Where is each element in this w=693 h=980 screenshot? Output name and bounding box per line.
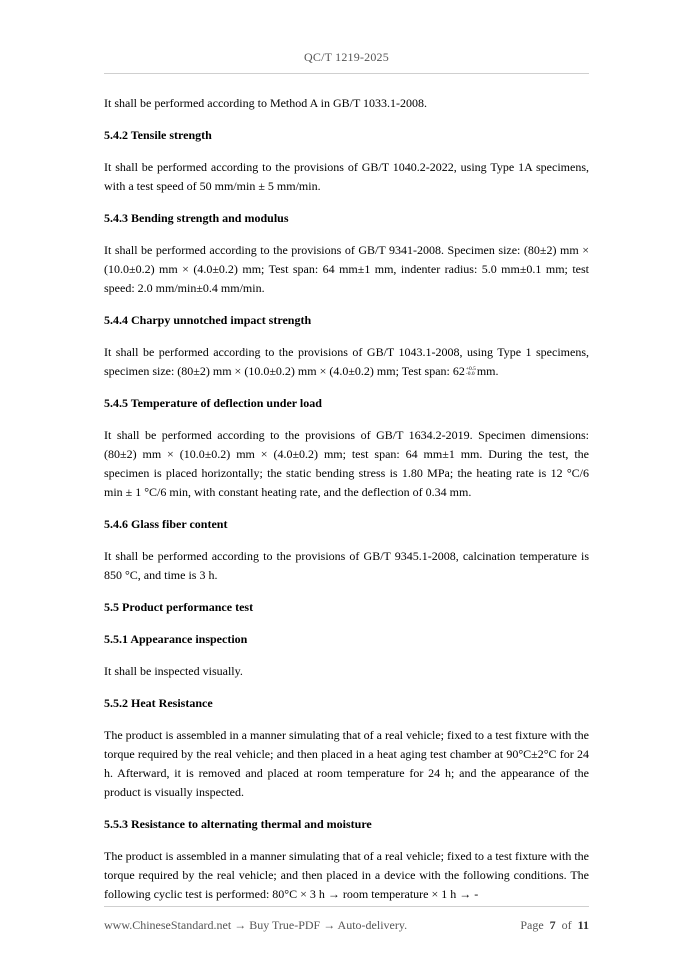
page-total: 11 [577,918,589,932]
header-divider [104,73,589,74]
section-5-5-3-text: The product is assembled in a manner simulating that of a real vehicle; fixed to a test fixture with the torque required by the real vehicle; and then placed in a device with the following conditions. The following cyclic test is performed: 80°C × 3 h → room temperature × 1 h → - [104,849,589,901]
header-standard-code: QC/T 1219-2025 [304,50,389,64]
section-5-4-2-heading: 5.4.2 Tensile strength [104,128,212,142]
intro-paragraph: It shall be performed according to Method A in GB/T 1033.1-2008. [104,96,428,110]
section-5-4-4-text-main: It shall be performed according to the provisions of GB/T 1043.1-2008, using Type 1 specimens, specimen size: (80±2) mm × (10.0±0.2) mm × (4.0±0.2) mm; Test span: 62 [104,345,589,378]
section-5-4-2-text: It shall be performed according to the provisions of GB/T 1040.2-2022, using Type 1A specimens, with a test speed of 50 mm/min ± 5 mm/min. [104,160,589,193]
section-5-4-3-text: It shall be performed according to the provisions of GB/T 9341-2008. Specimen size: (80±2) mm × (10.0±0.2) mm × (4.0±0.2) mm; Test span: 64 mm±1 mm, indenter radius: 5.0 mm±0.1 mm; test speed: 2.0 mm/min±0.4 mm/min. [104,243,589,295]
section-5-5-heading: 5.5 Product performance test [104,600,254,614]
page-of-label: of [561,918,572,932]
section-5-4-5-heading: 5.4.5 Temperature of deflection under load [104,396,322,410]
section-5-4-5-text: It shall be performed according to the provisions of GB/T 1634.2-2019. Specimen dimensions: (80±2) mm × (10.0±0.2) mm × (4.0±0.2) mm; test span: 64 mm±1 mm. During the test, the specimen is placed horizontally; the static bending stress is 1.80 MPa; the heating rate is 12 °C/6 min ± 1 °C/6 min, with constant heating rate, and the deflection of 0.34 mm. [104,428,589,499]
tolerance-lower: -0.0 [465,371,475,378]
section-5-4-4-text-unit: mm. [476,364,499,378]
page-label: Page [520,918,544,932]
page-indicator [520,918,589,933]
span-tolerance [466,367,476,378]
section-5-5-1-text: It shall be inspected visually. [104,664,243,678]
footer-store-link[interactable]: www.ChineseStandard.net → Buy True-PDF → Auto-delivery. [104,918,408,932]
section-5-4-6-heading: 5.4.6 Glass fiber content [104,517,228,531]
document-body [104,94,589,904]
section-5-4-6-text: It shall be performed according to the provisions of GB/T 9345.1-2008, calcination temperature is 850 °C, and time is 3 h. [104,549,589,582]
section-5-5-2-text: The product is assembled in a manner simulating that of a real vehicle; fixed to a test fixture with the torque required by the real vehicle; and then placed in a heat aging test chamber at 90°C±2°C for 24 h. Afterward, it is removed and placed at room temperature for 24 h; and the appearance of the product is visually inspected. [104,728,589,799]
section-5-5-2-heading: 5.5.2 Heat Resistance [104,696,213,710]
section-5-5-3-heading: 5.5.3 Resistance to alternating thermal and moisture [104,817,372,831]
section-5-5-1-heading: 5.5.1 Appearance inspection [104,632,248,646]
section-5-4-4-text [104,343,589,381]
footer-divider [104,906,589,907]
section-5-4-4-heading: 5.4.4 Charpy unnotched impact strength [104,313,312,327]
page-number: 7 [549,918,556,932]
section-5-4-3-heading: 5.4.3 Bending strength and modulus [104,211,289,225]
tolerance-upper: +0.5 [465,365,476,372]
